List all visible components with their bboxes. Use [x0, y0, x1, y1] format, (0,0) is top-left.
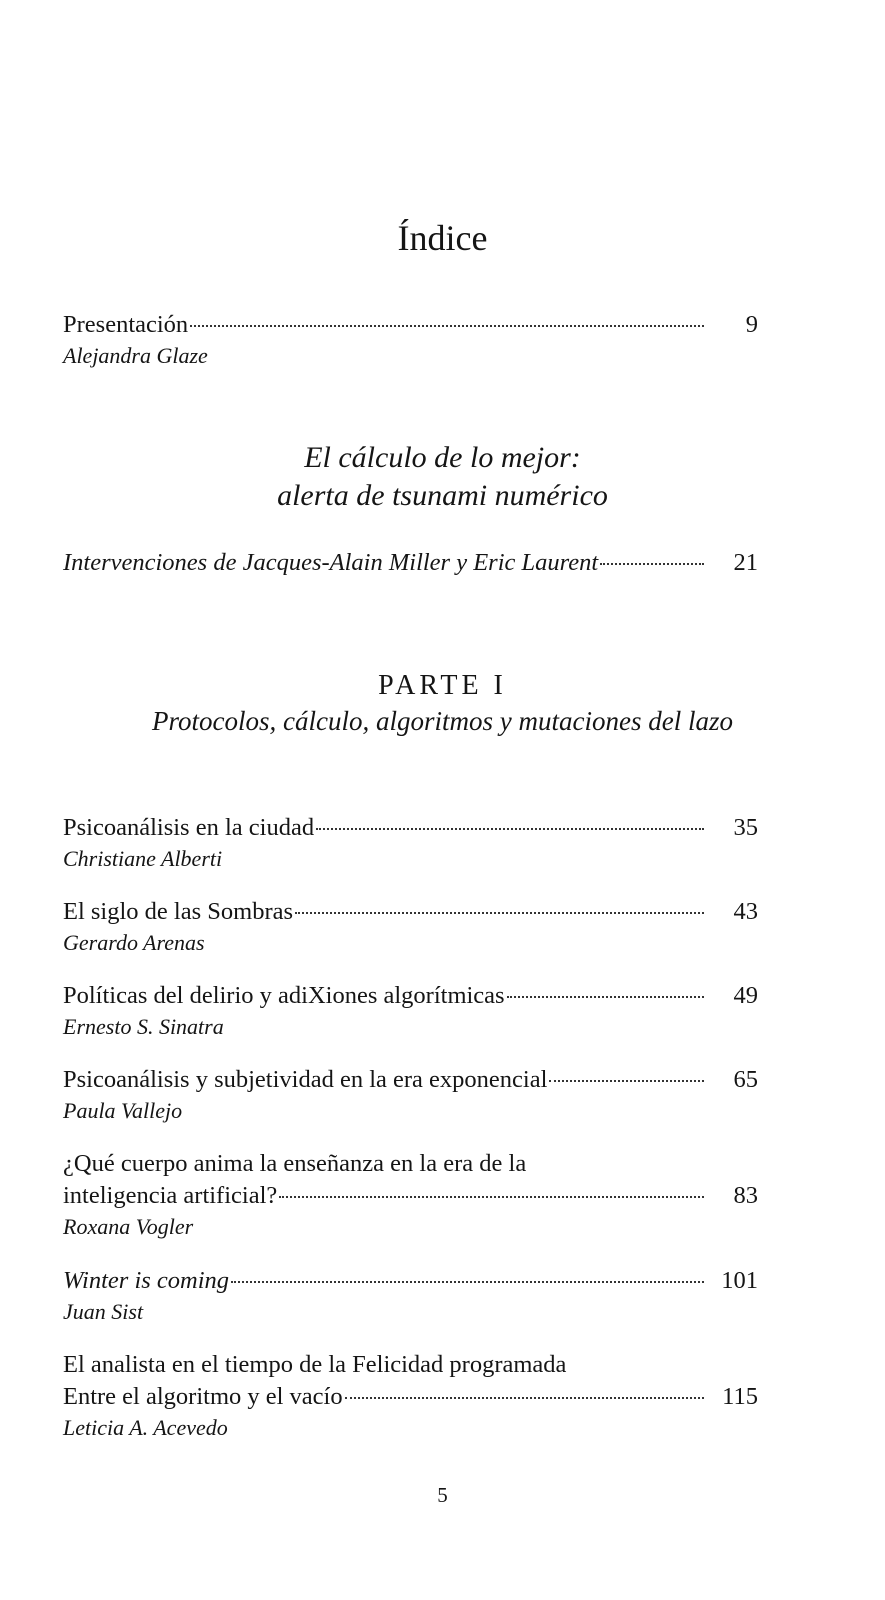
- entry-author: Christiane Alberti: [63, 846, 223, 871]
- entry-author: Juan Sist: [63, 1299, 144, 1324]
- dot-leader: [295, 912, 704, 914]
- toc-entry-presentation[interactable]: [63, 309, 758, 371]
- entry-page: 49: [733, 982, 758, 1009]
- entry-author: Alejandra Glaze: [63, 343, 208, 368]
- toc-entry-3[interactable]: [63, 980, 758, 1042]
- entry-author: Roxana Vogler: [63, 1214, 194, 1239]
- entry-title: Entre el algoritmo y el vacío: [63, 1383, 343, 1410]
- dot-leader: [507, 996, 704, 998]
- entry-title: Winter is coming: [63, 1267, 230, 1294]
- section-heading-line2: alerta de tsunami numérico: [277, 479, 608, 512]
- toc-entry-2[interactable]: [63, 896, 758, 958]
- toc-entry-6[interactable]: [63, 1265, 758, 1327]
- toc-entry-4[interactable]: [63, 1064, 758, 1126]
- entry-title: Psicoanálisis en la ciudad: [63, 814, 315, 841]
- dot-leader: [345, 1397, 704, 1399]
- dot-leader: [279, 1196, 704, 1198]
- page-number: 5: [437, 1483, 448, 1507]
- entry-title: Políticas del delirio y adiXiones algorítmicas: [63, 982, 505, 1009]
- section-heading-line1: El cálculo de lo mejor:: [304, 441, 581, 474]
- entry-title-line1: El analista en el tiempo de la Felicidad programada: [63, 1351, 567, 1378]
- entry-title: Intervenciones de Jacques-Alain Miller y Eric Laurent: [63, 549, 599, 576]
- entry-title: El siglo de las Sombras: [63, 898, 294, 925]
- entry-title: inteligencia artificial?: [63, 1182, 278, 1209]
- entry-page: 83: [733, 1182, 758, 1209]
- entry-author: Ernesto S. Sinatra: [63, 1014, 224, 1039]
- entry-title: Psicoanálisis y subjetividad en la era exponencial: [63, 1066, 548, 1093]
- dot-leader: [231, 1281, 704, 1283]
- toc-entry-1[interactable]: [63, 812, 758, 874]
- dot-leader: [316, 828, 704, 830]
- entry-page: 21: [733, 549, 758, 576]
- dot-leader: [190, 325, 704, 327]
- entry-title-line1: ¿Qué cuerpo anima la enseñanza en la era de la: [63, 1150, 527, 1177]
- toc-entry-interventions[interactable]: [63, 547, 758, 579]
- entry-page: 35: [733, 814, 758, 841]
- part-subtitle: Protocolos, cálculo, algoritmos y mutaciones del lazo: [152, 706, 733, 736]
- toc-entry-5[interactable]: [63, 1148, 758, 1242]
- entry-page: 65: [733, 1066, 758, 1093]
- page-title: Índice: [397, 218, 488, 259]
- entry-author: Paula Vallejo: [63, 1098, 183, 1123]
- toc-entry-7[interactable]: [63, 1349, 758, 1443]
- entry-page: 101: [721, 1267, 758, 1294]
- entry-page: 9: [745, 311, 758, 338]
- entry-author: Gerardo Arenas: [63, 930, 205, 955]
- dot-leader: [600, 563, 704, 565]
- entry-page: 115: [722, 1383, 758, 1410]
- dot-leader: [549, 1080, 704, 1082]
- entry-title: Presentación: [63, 311, 189, 338]
- entry-author: Leticia A. Acevedo: [63, 1415, 228, 1440]
- part-label: PARTE I: [378, 670, 507, 701]
- entry-page: 43: [733, 898, 758, 925]
